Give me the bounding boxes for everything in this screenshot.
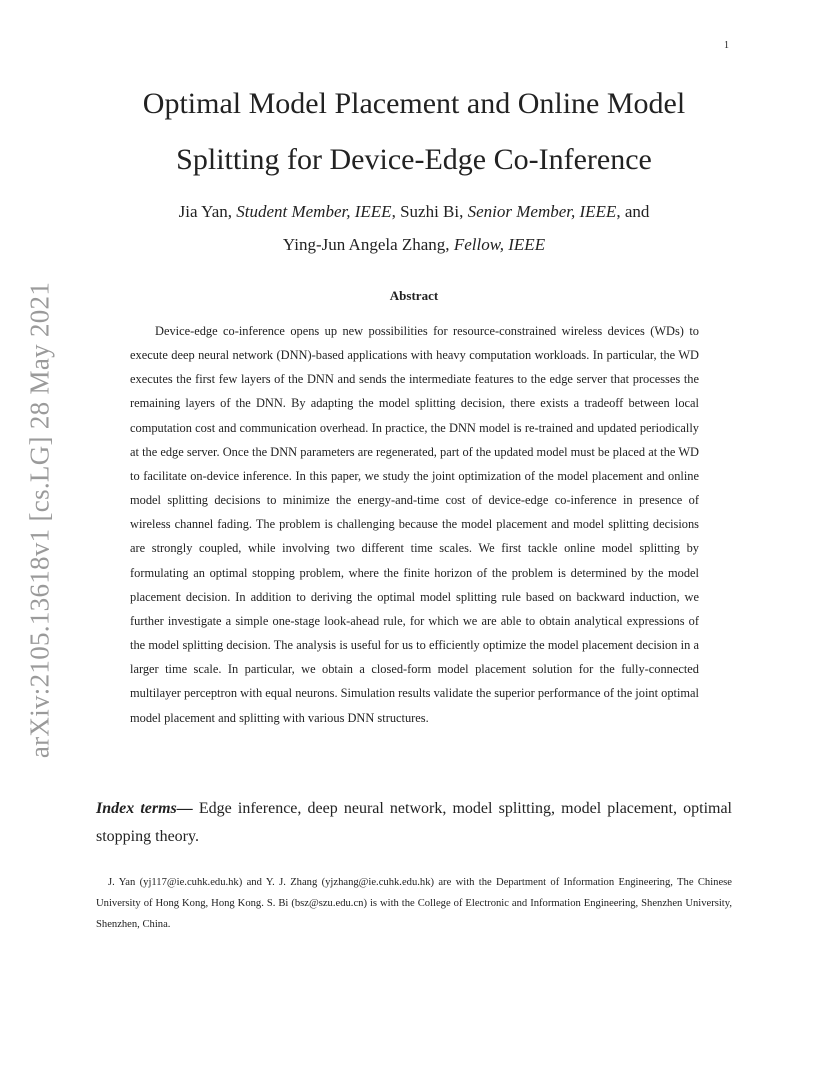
author-name: Jia Yan, — [178, 202, 237, 221]
paper-title: Optimal Model Placement and Online Model Splitting for Device-Edge Co-Inference — [142, 87, 686, 176]
author-name: Ying-Jun Angela Zhang, — [282, 235, 454, 254]
author-footnote: J. Yan (yj117@ie.cuhk.edu.hk) and Y. J. Zhang (yjzhang@ie.cuhk.edu.hk) are with the Department of Information Engineering, The Chinese University of Hong Kong, Hong Kong. S. Bi (bsz@szu.edu.cn) is with the College of Electronic and Information Engineering, Shenzhen University, Shenzhen, China. — [96, 877, 732, 930]
index-terms-text: Edge inference, deep neural network, model splitting, model placement, optimal stopping theory. — [96, 800, 733, 845]
author-affiliation: Senior Member, IEEE — [467, 202, 617, 221]
author-separator: , — [391, 202, 401, 221]
arxiv-identifier-stamp: arXiv:2105.13618v1 [cs.LG] 28 May 2021 — [24, 281, 55, 759]
author-list — [96, 195, 732, 261]
index-terms-label: Index terms— — [96, 800, 193, 817]
index-terms — [96, 795, 732, 851]
abstract-heading: Abstract — [389, 288, 439, 303]
author-separator: , and — [616, 202, 650, 221]
author-affiliation: Fellow, IEEE — [453, 235, 546, 254]
page-number: 1 — [724, 40, 729, 51]
author-name: Suzhi Bi, — [400, 202, 468, 221]
author-affiliation: Student Member, IEEE — [236, 202, 392, 221]
abstract-body: Device-edge co-inference opens up new possibilities for resource-constrained wireless devices (WDs) to execute deep neural network (DNN)-based applications with heavy computation workloads. In particular, the WD executes the first few layers of the DNN and sends the intermediate features to the edge server that processes the remaining layers of the DNN. By adapting the model splitting decision, there exists a tradeoff between local computation cost and communication overhead. In practice, the DNN model is re-trained and updated periodically at the edge server. Once the DNN parameters are regenerated, part of the updated model must be placed at the WD to facilitate on-device inference. In this paper, we study the joint optimization of the model placement and online model splitting decisions to minimize the energy-and-time cost of device-edge co-inference in presence of wireless channel fading. The problem is challenging because the model placement and model splitting decisions are strongly coupled, while involving two different time scales. We first tackle online model splitting by formulating an optimal stopping problem, where the finite horizon of the problem is determined by the model placement decision. In addition to deriving the optimal model splitting rule based on backward induction, we further investigate a simple one-stage look-ahead rule, for which we are able to obtain analytical expressions of the model splitting decision. The analysis is useful for us to efficiently optimize the model placement decision in a larger time scale. In particular, we obtain a closed-form model placement solution for the fully-connected multilayer perceptron with equal neurons. Simulation results validate the superior performance of the joint optimal model placement and splitting with various DNN structures. — [130, 324, 699, 725]
